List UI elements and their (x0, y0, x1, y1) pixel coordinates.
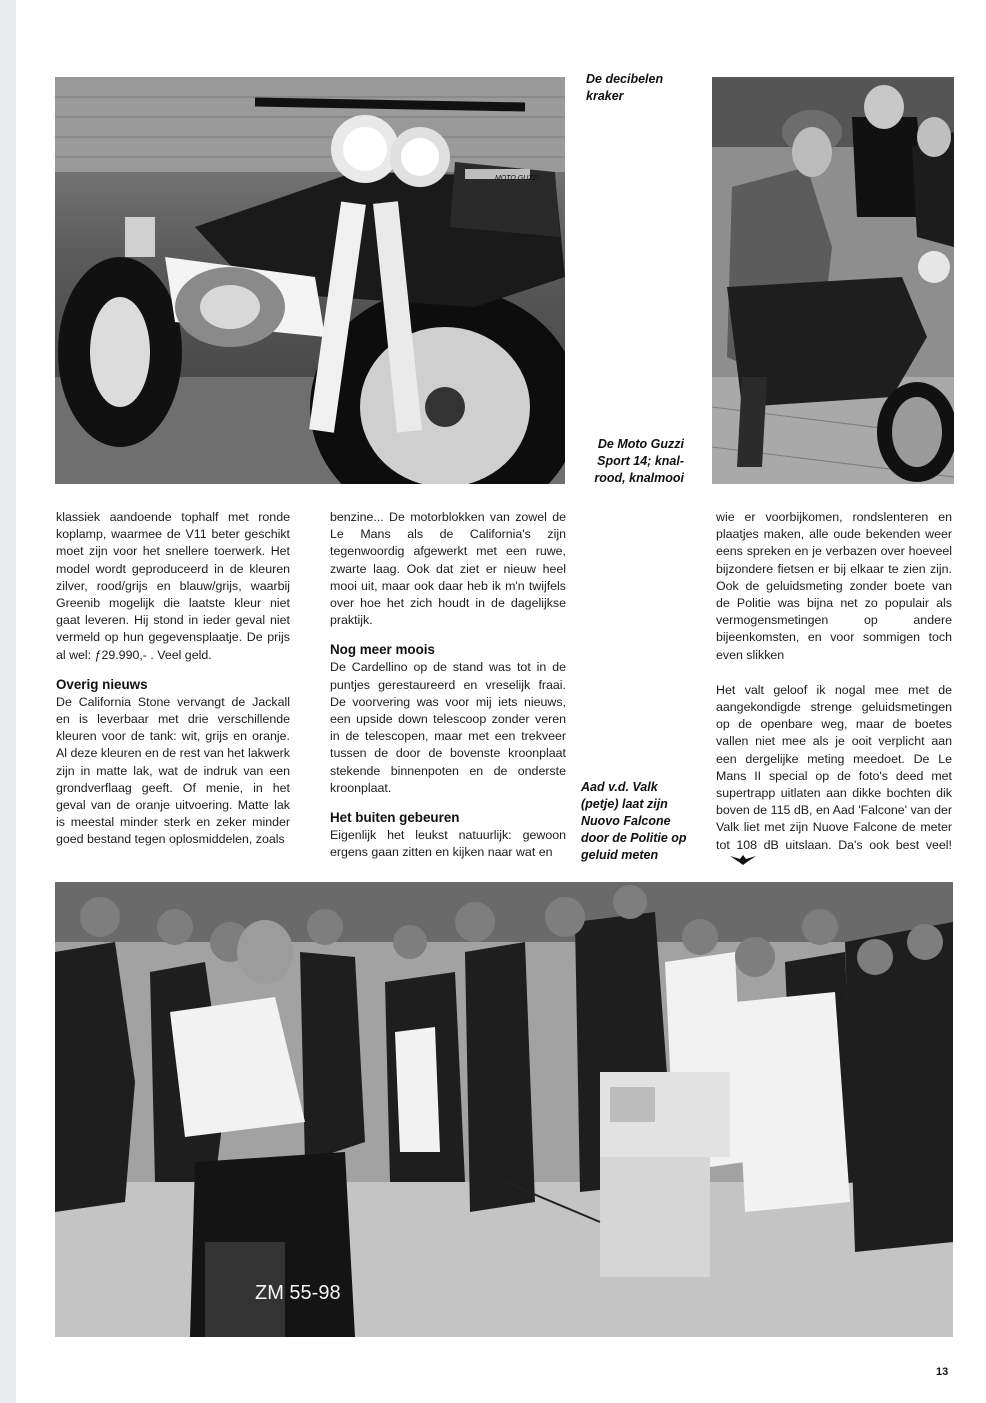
text-column-1 (56, 509, 290, 849)
license-plate: ZM 55-98 (255, 1282, 341, 1304)
heading-het-buiten-gebeuren: Het buiten gebeuren (330, 810, 460, 826)
text-column-3 (716, 509, 952, 871)
caption-sport14: De Moto Guzzi Sport 14; knal-rood, knalmooi (594, 437, 684, 485)
text-column-2 (330, 509, 566, 861)
motorcycle-photo (55, 77, 565, 484)
paragraph: De Cardellino op de stand was tot in de puntjes gerestaureerd en vreselijk fraai. De voorvering was voor mij iets nieuws, een upside down telescoop zonder veren in de telescopen, maar met een trekveer tussen de door de bovenste kroonplaat stekende binnenpoten en de onderste kroonplaat. (330, 660, 566, 795)
paragraph: Eigenlijk het leukst natuurlijk: gewoon ergens gaan zitten en kijken naar wat en (330, 828, 566, 860)
heading-nog-meer-moois: Nog meer moois (330, 642, 435, 658)
sound-measurement-photo (55, 882, 953, 1337)
paragraph: klassiek aandoende tophalf met ronde koplamp, waarmee de V11 beter geschikt moet zijn voor het snellere toerwerk. Het model wordt geproduceerd in de kleuren zilver, rood/grijs en blauw/grijs, waarbij Greenib mogelijk die laatste kleur niet gaat leveren. Hij stond in ieder geval niet vermeld op hun gegevensplaatje. De prijs al wel: ƒ29.990,- . Veel geld. (56, 510, 290, 662)
caption-decibel: De decibelen kraker (586, 72, 664, 103)
page-number: 13 (936, 1366, 949, 1378)
paragraph (716, 682, 952, 871)
paragraph: wie er voorbijkomen, rondslenteren en plaatjes maken, alle oude bekenden weer eens spreken en je verbazen over hoeveel bijzondere fietsen er bij elkaar te zien zijn. Ook de geluidsmeting zonder boete van de Politie was bijna net zo populair als vermogensmetingen op andere bijeenkomsten, en voor sommigen toch even slikken (716, 510, 952, 662)
eagle-end-icon (730, 854, 756, 871)
paragraph: benzine... De motorblokken van zowel de Le Mans als de California's zijn tegenwoordig afgewerkt met een ruwe, zwarte laag. Ook dat ziet er nieuw heel mooi uit, maar ook daar heb ik m'n twijfels over hoe het zich houdt in de dagelijkse praktijk. (330, 510, 566, 628)
heading-overig-nieuws: Overig nieuws (56, 676, 148, 692)
paragraph-text: Het valt geloof ik nogal mee met de aangekondigde strenge geluidsmetingen op de openbare weg, maar de boetes vallen niet mee als je ooit verplicht aan een dergelijke meting meedoet. De Le Mans II special op de foto's deed met supertrapp uitlaten aan dikke bochten dik boven de 115 dB, en Aad 'Falcone' van der Valk liet met zijn Nuove Falcone de meter tot 108 dB uitslaan. Da's ook best veel! (716, 682, 952, 852)
paragraph: De California Stone vervangt de Jackall en is leverbaar met drie verschillende kleuren voor de tank: wit, grijs en oranje. Al deze kleuren en de rest van het lakwerk zijn in matte lak, wat de indruk van een grondverflaag geeft. Of menie, in het geval van de oranje uitvoering. Matte lak is meestal minder sterk en zeker minder goed bestand tegen oplosmiddelen, zoals (56, 694, 290, 847)
sport14-photo (712, 77, 954, 484)
caption-aad: Aad v.d. Valk (petje) laat zijn Nuovo Falcone door de Politie op geluid meten (581, 780, 687, 862)
page-edge-strip (0, 0, 16, 1403)
tank-logo: MOTO GUZZI (495, 175, 539, 182)
